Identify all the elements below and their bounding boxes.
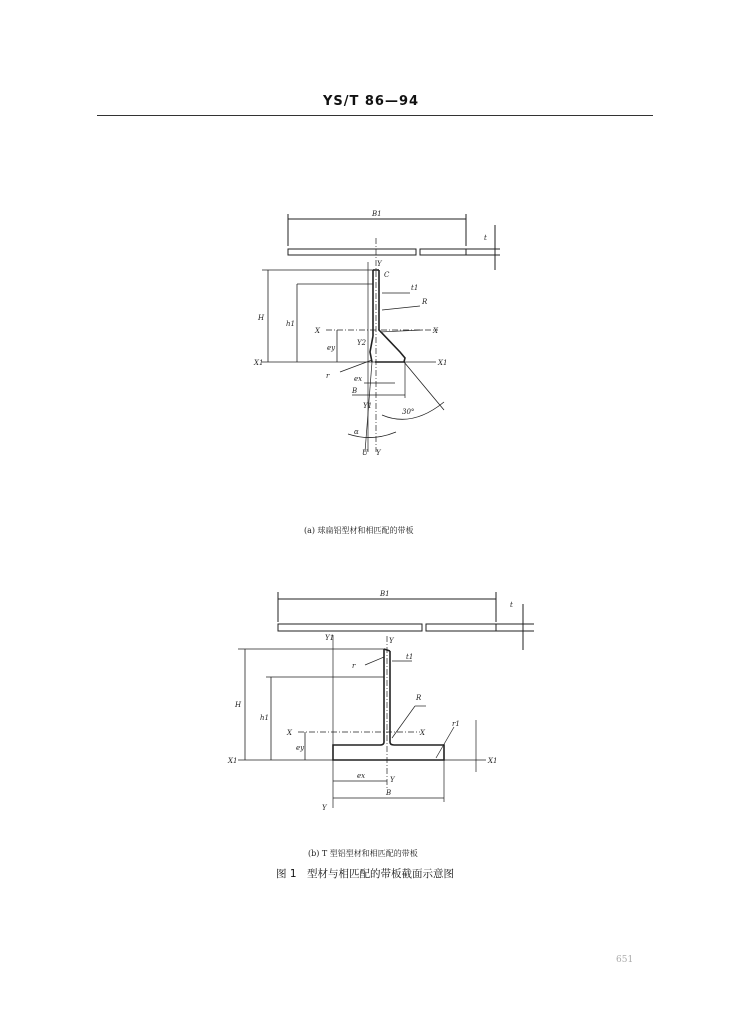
figure-b-label-b: B [386,789,392,797]
figure-a-label-h1: h1 [286,320,295,328]
figure-b-label-x-right: X [420,729,425,737]
figure-b-label-ex: ex [357,772,366,780]
figure-a-plate-left [288,249,416,255]
figure-b-plate-left [278,624,422,631]
figure-a-label-t: t [484,234,487,242]
figure-b-label-y-top: Y [389,637,394,645]
figure-b-label-ey: ey [296,744,305,752]
standard-code-header: YS/T 86—94 [322,94,420,109]
figure-b-label-t1: t1 [406,653,414,661]
figure-a-plate-right [420,249,466,255]
figure-a-label-r-big: R [422,298,428,306]
figure-b-label-r1: r1 [452,720,460,728]
figure-a-label-x-right: X [433,327,438,335]
figure-a-label-ex: ex [354,375,363,383]
figure-b-plate-right [426,624,496,631]
page-number: 651 [616,955,634,965]
figure-a-label-c: C [384,271,390,279]
figure-b-label-y1-top: Y1 [325,634,335,642]
figure-b-label-b1: B1 [380,590,390,598]
figure-a-label-t1: t1 [411,284,419,292]
figure-a-label-y: Y [377,260,382,268]
figure-a-label-x1-left: X1 [254,359,264,367]
figure-b-label-x-left: X [287,729,292,737]
figure-b-label-x1-left: X1 [228,757,238,765]
figure-b-label-r-big: R [416,694,422,702]
figure-b-label-x1-right: X1 [488,757,498,765]
figure-b-caption: (b) T 型铝型材和相匹配的带板 [308,849,418,858]
figure-a-label-h: H [258,314,265,322]
figure-a-label-ey: ey [327,344,336,352]
figure-a-label-y2: Y2 [357,339,367,347]
figure-a-label-u: U [362,449,368,457]
figure-a-label-r: r [326,372,330,380]
figure-a-label-b: B [352,387,358,395]
figure-b-label-y-mid: Y [390,776,395,784]
figure-title: 图 1 型材与相匹配的带板截面示意图 [276,868,455,880]
figure-a-label-y1: Y1 [363,402,373,410]
figure-a-label-y-bottom: Y [376,449,381,457]
figure-a-label-b1: B1 [372,210,382,218]
figure-a-label-x1-right: X1 [438,359,448,367]
figure-b-label-r: r [352,662,356,670]
figure-a-label-x-left: X [315,327,320,335]
figure-b-drawing [238,592,534,808]
figure-b-label-t: t [510,601,513,609]
figure-a-drawing [262,214,500,452]
figure-b-label-h1: h1 [260,714,269,722]
figure-a-label-30deg: 30° [402,408,415,416]
figure-a-caption: (a) 球扁铝型材和相匹配的带板 [304,526,414,535]
figure-b-label-y-bottom: Y [322,804,327,812]
figure-b-label-h: H [235,701,242,709]
figure-a-label-alpha: α [354,428,359,436]
